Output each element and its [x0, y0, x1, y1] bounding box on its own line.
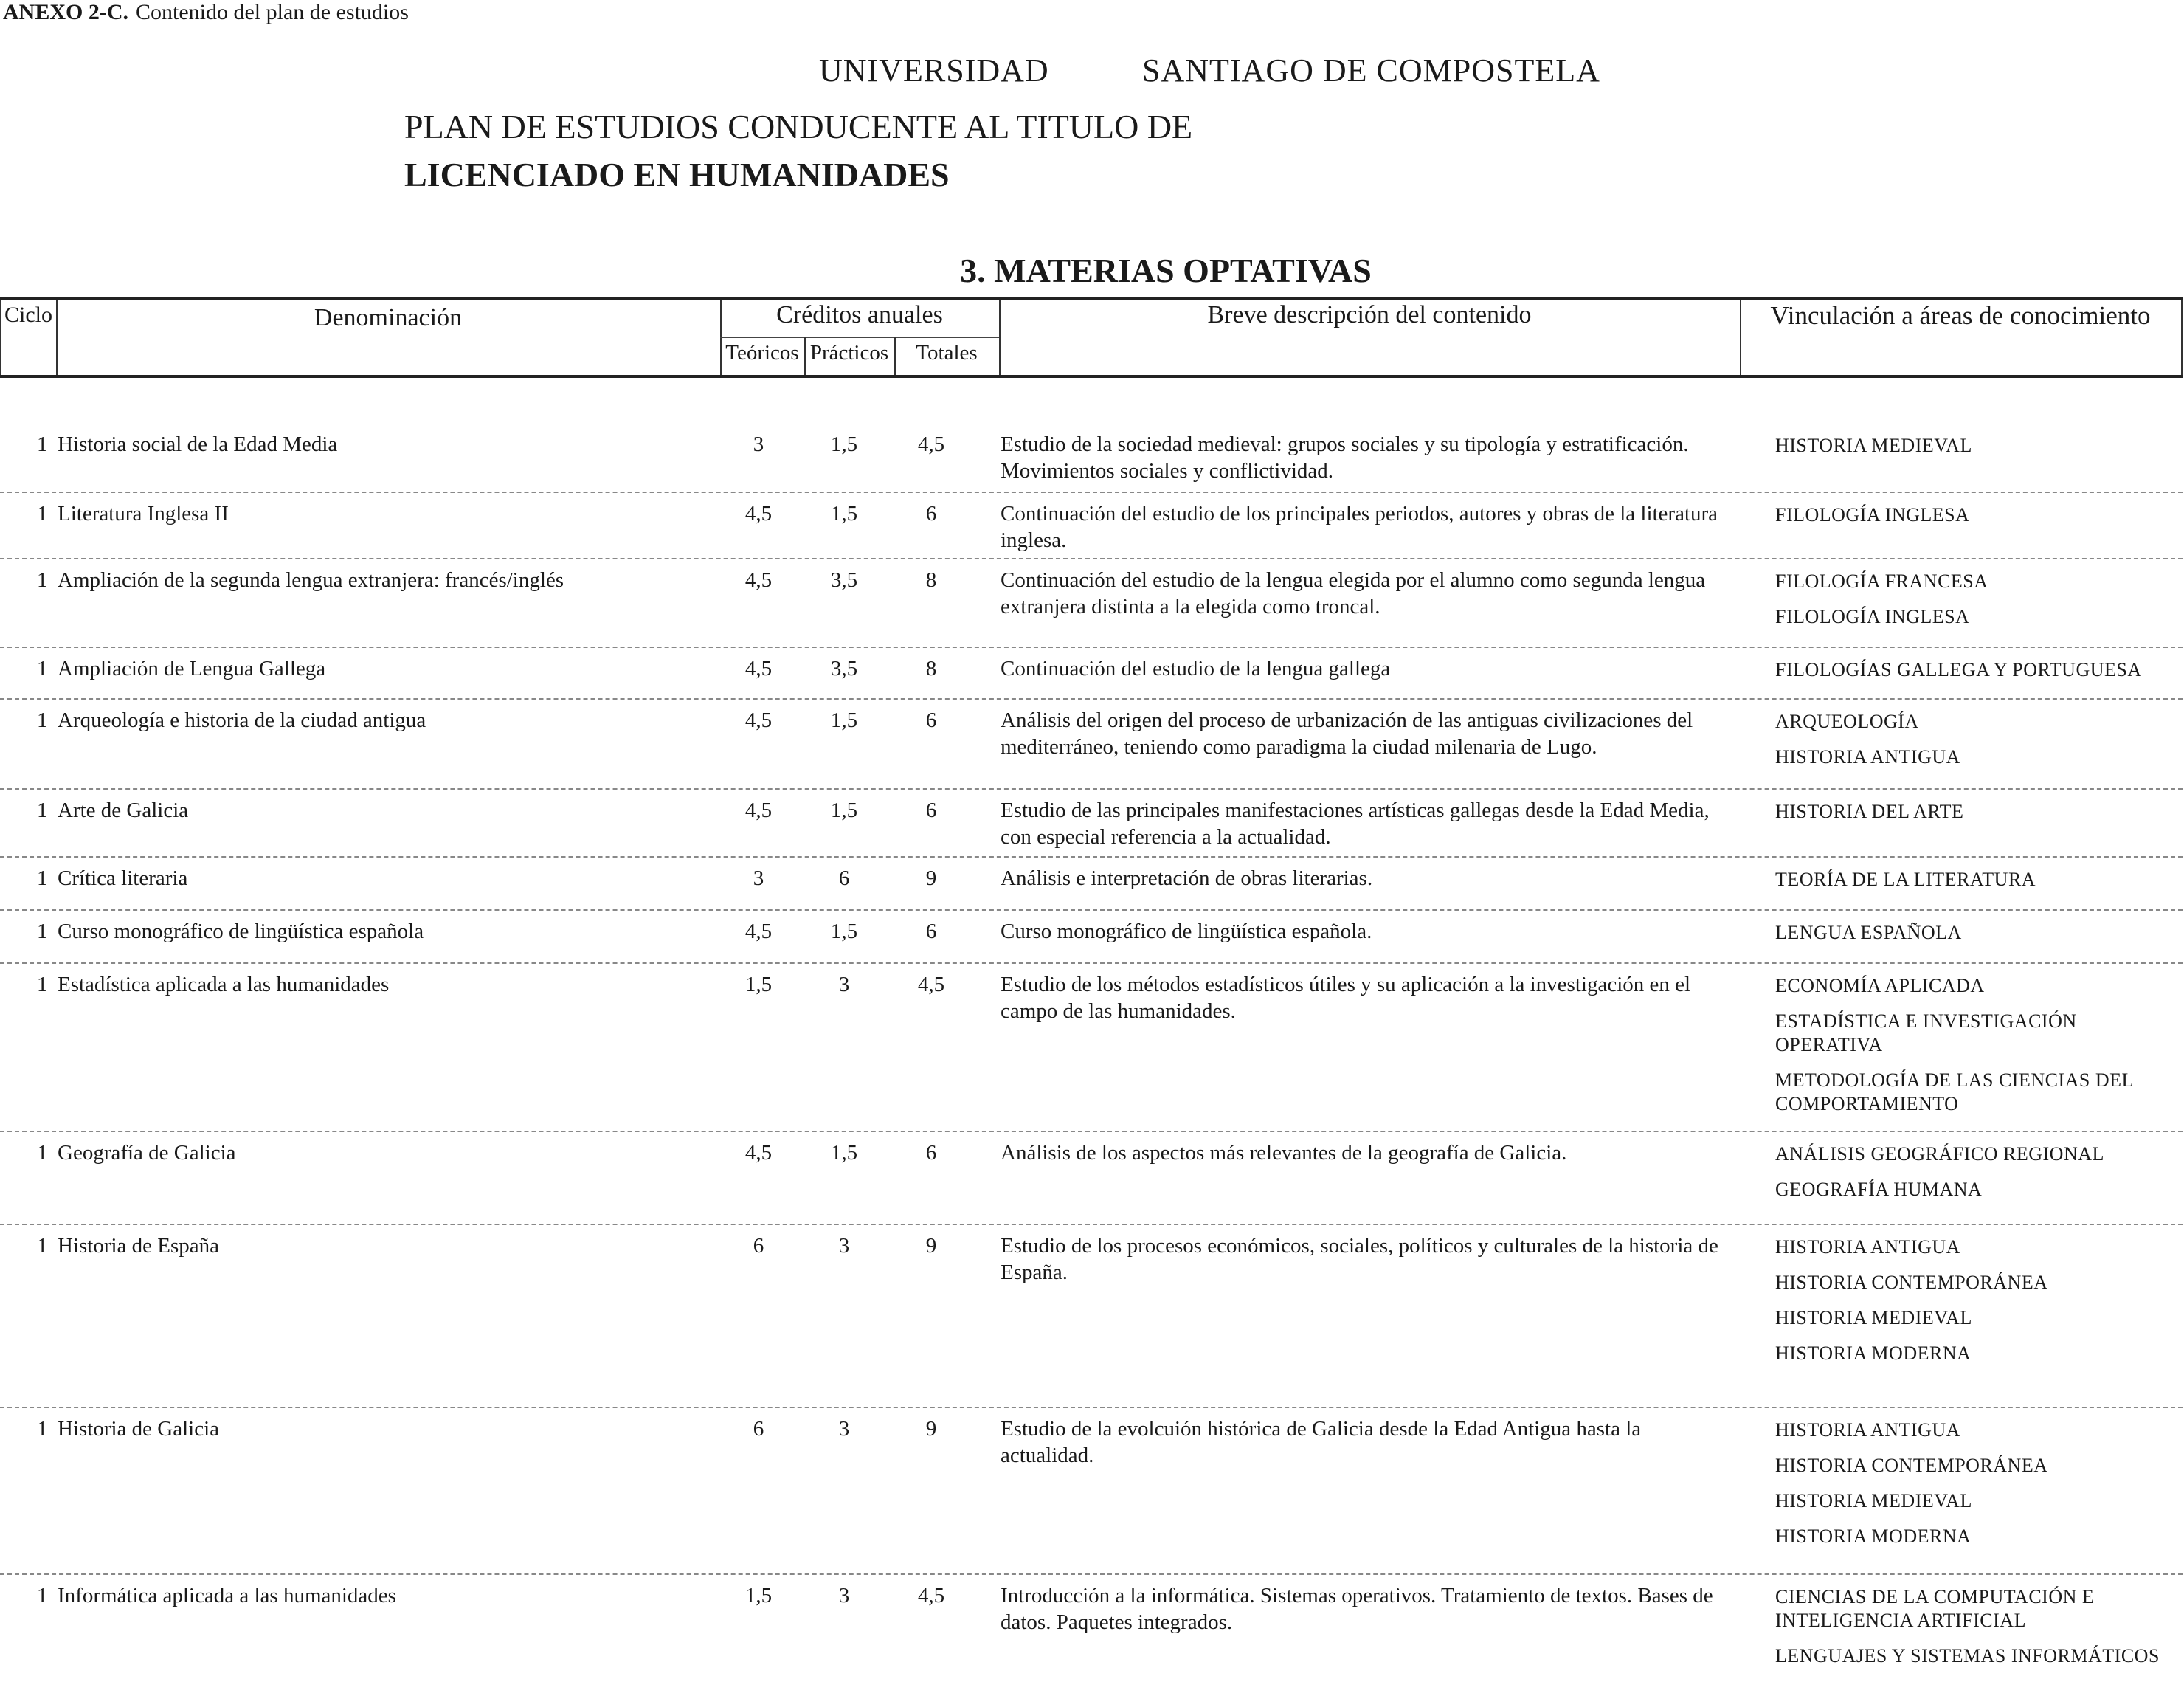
area-item: ECONOMÍA APLICADA	[1775, 975, 1985, 996]
area-item: ESTADÍSTICA E INVESTIGACIÓN OPERATIVA	[1775, 1010, 2077, 1055]
table-row	[0, 1407, 2183, 1575]
area-item: HISTORIA MEDIEVAL	[1775, 1307, 1972, 1328]
areas-cell	[1775, 1235, 2174, 1377]
totales-cell: 6	[925, 709, 937, 732]
areas-cell	[1775, 503, 2174, 539]
areas-cell	[1775, 974, 2174, 1128]
totales-cell: 9	[925, 866, 937, 890]
header-denominacion: Denominación	[314, 304, 463, 331]
practicos-cell: 3,5	[830, 568, 858, 592]
descripcion-cell: Continuación del estudio de la lengua elegida por el alumno como segunda lengua extranjera distinta a la elegida como troncal.	[1001, 568, 1706, 618]
area-item: CIENCIAS DE LA COMPUTACIÓN E INTELIGENCIA ARTIFICIAL	[1775, 1586, 2095, 1631]
table-row	[0, 962, 2183, 1132]
denominacion-cell: Historia de Galicia	[58, 1417, 220, 1441]
ciclo-cell: 1	[37, 866, 48, 890]
area-item: FILOLOGÍA INGLESA	[1775, 606, 1970, 627]
ciclo-cell: 1	[37, 920, 48, 943]
practicos-cell: 1,5	[830, 1141, 858, 1165]
totales-cell: 8	[925, 657, 937, 680]
practicos-cell: 1,5	[830, 502, 858, 525]
header-vinculacion: Vinculación a áreas de conocimiento	[1770, 301, 2151, 330]
ciclo-cell: 1	[37, 568, 48, 592]
totales-cell: 9	[925, 1234, 937, 1258]
teoricos-cell: 3	[753, 432, 764, 456]
teoricos-cell: 4,5	[744, 799, 773, 822]
area-item: HISTORIA MODERNA	[1775, 1526, 1972, 1547]
areas-cell	[1775, 434, 2174, 469]
ciclo-cell: 1	[37, 1417, 48, 1441]
practicos-cell: 6	[838, 866, 850, 890]
totales-cell: 8	[925, 568, 937, 592]
table-row	[0, 698, 2183, 790]
ciclo-cell: 1	[37, 1234, 48, 1258]
ciclo-cell: 1	[37, 973, 48, 996]
practicos-cell: 1,5	[830, 432, 858, 456]
teoricos-cell: 4,5	[744, 568, 773, 592]
teoricos-cell: 3	[753, 866, 764, 890]
ciclo-cell: 1	[37, 432, 48, 456]
teoricos-cell: 4,5	[744, 920, 773, 943]
table-row	[0, 1573, 2183, 1693]
area-item: FILOLOGÍAS GALLEGA Y PORTUGUESA	[1775, 659, 2142, 680]
ciclo-cell: 1	[37, 502, 48, 525]
table-row	[0, 492, 2183, 559]
descripcion-cell: Curso monográfico de lingüística española.	[1001, 920, 1372, 943]
denominacion-cell: Ampliación de Lengua Gallega	[58, 657, 326, 680]
area-item: TEORÍA DE LA LITERATURA	[1775, 869, 2036, 890]
areas-cell	[1775, 658, 2174, 694]
area-item: HISTORIA ANTIGUA	[1775, 1419, 1960, 1441]
ciclo-cell: 1	[37, 1141, 48, 1165]
denominacion-cell: Crítica literaria	[58, 866, 188, 890]
area-item: HISTORIA ANTIGUA	[1775, 1236, 1960, 1258]
table-row	[0, 1131, 2183, 1225]
denominacion-cell: Arte de Galicia	[58, 799, 189, 822]
totales-cell: 9	[925, 1417, 937, 1441]
university-label: UNIVERSIDAD	[819, 52, 1049, 89]
teoricos-cell: 4,5	[744, 709, 773, 732]
descripcion-cell: Estudio de los métodos estadísticos útiles y su aplicación a la investigación en el campo de las humanidades.	[1001, 973, 1691, 1023]
teoricos-cell: 1,5	[744, 1584, 773, 1607]
areas-cell	[1775, 800, 2174, 835]
university-name: SANTIAGO DE COMPOSTELA	[1142, 52, 1600, 89]
descripcion-cell: Continuación del estudio de los principales periodos, autores y obras de la literatura inglesa.	[1001, 502, 1718, 552]
area-item: ARQUEOLOGÍA	[1775, 711, 1919, 732]
denominacion-cell: Informática aplicada a las humanidades	[58, 1584, 396, 1607]
table-header	[0, 297, 2183, 378]
practicos-cell: 3	[838, 1417, 850, 1441]
header-teoricos: Teóricos	[725, 341, 799, 365]
area-item: HISTORIA DEL ARTE	[1775, 801, 1964, 822]
ciclo-cell: 1	[37, 657, 48, 680]
totales-cell: 4,5	[917, 973, 945, 996]
denominacion-cell: Curso monográfico de lingüística española	[58, 920, 424, 943]
descripcion-cell: Análisis de los aspectos más relevantes de la geografía de Galicia.	[1001, 1141, 1567, 1165]
table-row	[0, 647, 2183, 700]
table-row	[0, 558, 2183, 648]
denominacion-cell: Historia de España	[58, 1234, 220, 1258]
annex-text: Contenido del plan de estudios	[136, 0, 409, 24]
areas-cell	[1775, 710, 2174, 781]
areas-cell	[1775, 1585, 2174, 1680]
annex-heading	[3, 0, 409, 25]
area-item: HISTORIA ANTIGUA	[1775, 746, 1960, 768]
totales-cell: 4,5	[917, 432, 945, 456]
teoricos-cell: 4,5	[744, 657, 773, 680]
areas-cell	[1775, 921, 2174, 956]
header-descripcion: Breve descripción del contenido	[1207, 301, 1532, 328]
denominacion-cell: Arqueología e historia de la ciudad antigua	[58, 709, 426, 732]
denominacion-cell: Estadística aplicada a las humanidades	[58, 973, 390, 996]
area-item: LENGUA ESPAÑOLA	[1775, 922, 1962, 943]
descripcion-cell: Análisis e interpretación de obras literarias.	[1001, 866, 1373, 890]
teoricos-cell: 4,5	[744, 1141, 773, 1165]
table-row	[0, 909, 2183, 964]
areas-cell	[1775, 1142, 2174, 1213]
descripcion-cell: Análisis del origen del proceso de urbanización de las antiguas civilizaciones del mediterráneo, teniendo como paradigma la ciudad milenaria de Lugo.	[1001, 709, 1693, 759]
area-item: FILOLOGÍA FRANCESA	[1775, 570, 1988, 592]
areas-cell	[1775, 570, 2174, 641]
area-item: GEOGRAFÍA HUMANA	[1775, 1179, 1983, 1200]
totales-cell: 6	[925, 502, 937, 525]
descripcion-cell: Estudio de la sociedad medieval: grupos sociales y su tipología y estratificación. Movimientos sociales y conflictividad.	[1001, 432, 1689, 483]
area-item: HISTORIA CONTEMPORÁNEA	[1775, 1272, 2048, 1293]
area-item: ANÁLISIS GEOGRÁFICO REGIONAL	[1775, 1143, 2104, 1165]
descripcion-cell: Estudio de la evolcuión histórica de Galicia desde la Edad Antigua hasta la actualidad.	[1001, 1417, 1642, 1467]
area-item: FILOLOGÍA INGLESA	[1775, 504, 1970, 525]
table-row	[0, 788, 2183, 858]
totales-cell: 6	[925, 920, 937, 943]
totales-cell: 4,5	[917, 1584, 945, 1607]
denominacion-cell: Literatura Inglesa II	[58, 502, 229, 525]
denominacion-cell: Historia social de la Edad Media	[58, 432, 338, 456]
ciclo-cell: 1	[37, 799, 48, 822]
practicos-cell: 1,5	[830, 799, 858, 822]
area-item: HISTORIA CONTEMPORÁNEA	[1775, 1455, 2048, 1476]
areas-cell	[1775, 1418, 2174, 1560]
practicos-cell: 3	[838, 1234, 850, 1258]
plan-degree: LICENCIADO EN HUMANIDADES	[404, 156, 950, 193]
area-item: LENGUAJES Y SISTEMAS INFORMÁTICOS	[1775, 1645, 2160, 1666]
header-totales: Totales	[916, 341, 978, 365]
header-creditos: Créditos anuales	[776, 301, 943, 328]
ciclo-cell: 1	[37, 709, 48, 732]
header-practicos: Prácticos	[809, 341, 889, 365]
descripcion-cell: Continuación del estudio de la lengua gallega	[1001, 657, 1391, 680]
descripcion-cell: Introducción a la informática. Sistemas operativos. Tratamiento de textos. Bases de datos. Paquetes integrados.	[1001, 1584, 1713, 1634]
descripcion-cell: Estudio de las principales manifestaciones artísticas gallegas desde la Edad Media, con especial referencia a la actualidad.	[1001, 799, 1710, 849]
area-item: METODOLOGÍA DE LAS CIENCIAS DEL COMPORTAMIENTO	[1775, 1069, 2133, 1114]
section-title: 3. MATERIAS OPTATIVAS	[960, 252, 1372, 289]
practicos-cell: 1,5	[830, 709, 858, 732]
plan-title: PLAN DE ESTUDIOS CONDUCENTE AL TITULO DE	[404, 108, 1193, 145]
denominacion-cell: Ampliación de la segunda lengua extranjera: francés/inglés	[58, 568, 564, 592]
teoricos-cell: 4,5	[744, 502, 773, 525]
practicos-cell: 3	[838, 973, 850, 996]
table-row	[0, 1224, 2183, 1408]
denominacion-cell: Geografía de Galicia	[58, 1141, 236, 1165]
areas-cell	[1775, 868, 2174, 903]
table-row	[0, 424, 2183, 492]
practicos-cell: 3	[838, 1584, 850, 1607]
area-item: HISTORIA MODERNA	[1775, 1342, 1972, 1364]
practicos-cell: 3,5	[830, 657, 858, 680]
practicos-cell: 1,5	[830, 920, 858, 943]
area-item: HISTORIA MEDIEVAL	[1775, 1490, 1972, 1511]
table-row	[0, 856, 2183, 911]
annex-label: ANEXO 2-C.	[3, 0, 128, 24]
ciclo-cell: 1	[37, 1584, 48, 1607]
descripcion-cell: Estudio de los procesos económicos, sociales, políticos y culturales de la historia de España.	[1001, 1234, 1718, 1284]
header-ciclo: Ciclo	[4, 303, 52, 327]
teoricos-cell: 1,5	[744, 973, 773, 996]
teoricos-cell: 6	[753, 1417, 764, 1441]
area-item: HISTORIA MEDIEVAL	[1775, 435, 1972, 456]
totales-cell: 6	[925, 799, 937, 822]
teoricos-cell: 6	[753, 1234, 764, 1258]
totales-cell: 6	[925, 1141, 937, 1165]
